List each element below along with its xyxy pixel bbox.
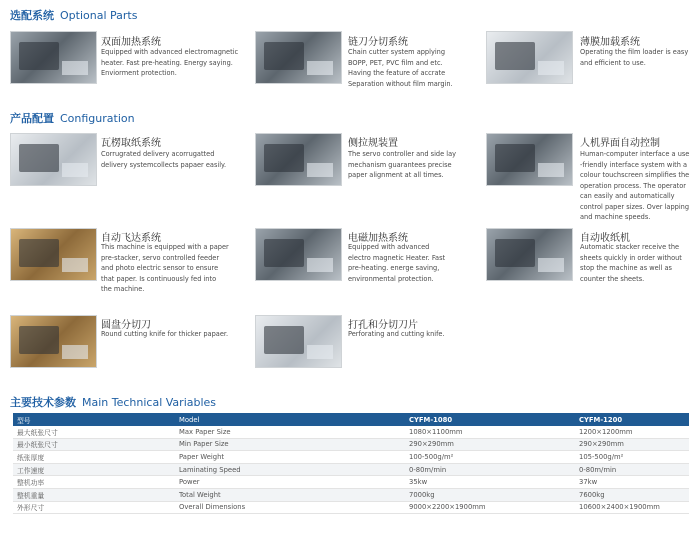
- cell-1080: 290×290mm: [405, 438, 575, 451]
- cell-cn: 整机功率: [13, 476, 175, 489]
- item-title: 打孔和分切刀片: [348, 320, 418, 331]
- cell-cn: 工作速度: [13, 463, 175, 476]
- header-cyfm-1200: CYFM-1200: [575, 413, 689, 426]
- cell-1080: 7000kg: [405, 488, 575, 501]
- electromagnetic-heating-image: [255, 228, 342, 281]
- table-row: [13, 488, 689, 501]
- round-knife-image: [10, 315, 97, 368]
- table-header-row: [13, 413, 689, 426]
- item-desc: Equipped with advanced electromagnetic heater. Fast pre-heating. Energy saying. Enviorment protection.: [101, 48, 239, 77]
- double-heating-image: [10, 31, 97, 84]
- item-title: 自动飞达系统: [101, 233, 161, 244]
- item-title: 侧拉规装置: [348, 138, 398, 149]
- cell-1200: 0-80m/min: [575, 463, 689, 476]
- item-title: 自动收纸机: [580, 233, 630, 244]
- hmi-control-image: [486, 133, 573, 186]
- header-cyfm-1080: CYFM-1080: [405, 413, 575, 426]
- item-title: 电磁加热系统: [348, 233, 408, 244]
- cell-en: Overall Dimensions: [175, 501, 405, 514]
- item-desc: Operating the film loader is easy and efficient to use.: [580, 48, 689, 67]
- auto-feeder-image: [10, 228, 97, 281]
- table-row: [13, 451, 689, 464]
- item-desc: Automatic stacker receive the sheets quickly in order without stop the machine as well as counter the sheets.: [580, 243, 682, 283]
- item-desc: The servo controller and side lay mechanism guarantees precise paper alignment at all times.: [348, 150, 457, 179]
- tech-title-cn: 主要技术参数: [10, 396, 76, 409]
- cell-cn: 整机重量: [13, 488, 175, 501]
- cell-en: Laminating Speed: [175, 463, 405, 476]
- auto-stacker-image: [486, 228, 573, 281]
- item-desc: This machine is equipped with a paper pre-stacker, servo controlled feeder and photo electric sensor to ensure that paper. Is continuously fed into the machine.: [101, 243, 229, 293]
- item-desc: Corrugrated delivery acorrugatted delivery systemcollects papaer easily.: [101, 150, 227, 169]
- side-lay-image: [255, 133, 342, 186]
- cell-cn: 最小纸张尺寸: [13, 438, 175, 451]
- cell-cn: 外形尺寸: [13, 501, 175, 514]
- configuration-title-cn: 产品配置: [10, 112, 54, 125]
- item-title: 双面加热系统: [101, 37, 161, 48]
- optional-parts-title-en: Optional Parts: [60, 9, 138, 22]
- cell-1080: 1080×1100mm: [405, 426, 575, 438]
- header-model: Model: [175, 413, 405, 426]
- cell-1200: 290×290mm: [575, 438, 689, 451]
- cell-1080: 100-500g/m²: [405, 451, 575, 464]
- chain-cutter-image: [255, 31, 342, 84]
- table-row: [13, 501, 689, 514]
- table-row: [13, 438, 689, 451]
- cell-cn: 纸张厚度: [13, 451, 175, 464]
- cell-en: Total Weight: [175, 488, 405, 501]
- cell-en: Power: [175, 476, 405, 489]
- configuration-heading: [10, 110, 135, 126]
- item-title: 瓦楞取纸系统: [101, 138, 161, 149]
- cell-1200: 7600kg: [575, 488, 689, 501]
- cell-1080: 35kw: [405, 476, 575, 489]
- cell-1200: 10600×2400×1900mm: [575, 501, 689, 514]
- item-desc: Equipped with advanced electro magnetic Heater. Fast pre-heating. energe saving, environmental protection.: [348, 243, 446, 283]
- cell-en: Max Paper Size: [175, 426, 405, 438]
- item-desc: Chain cutter system applying BOPP, PET, PVC film and etc. Having the feature of accrate Separation without film margin.: [348, 48, 453, 88]
- tech-title-en: Main Technical Variables: [82, 396, 217, 409]
- item-title: 圆盘分切刀: [101, 320, 151, 331]
- optional-parts-title-cn: 选配系统: [10, 9, 54, 22]
- configuration-title-en: Configuration: [60, 112, 135, 125]
- table-row: [13, 463, 689, 476]
- table-row: [13, 476, 689, 489]
- cell-en: Paper Weight: [175, 451, 405, 464]
- cell-en: Min Paper Size: [175, 438, 405, 451]
- cell-1200: 1200×1200mm: [575, 426, 689, 438]
- item-desc: Perforating and cutting knife.: [348, 330, 445, 338]
- item-title: 薄膜加载系统: [580, 37, 640, 48]
- item-desc: Human-computer interface a use -friendly interface system with a colour touchscreen simplifies the operation process. The operator can easily and automatically control paper sizes. Over lapping and machine speeds.: [580, 150, 690, 221]
- item-title: 链刀分切系统: [348, 37, 408, 48]
- cell-1080: 0-80m/min: [405, 463, 575, 476]
- film-loader-image: [486, 31, 573, 84]
- cell-1200: 105-500g/m²: [575, 451, 689, 464]
- optional-parts-heading: [10, 7, 137, 23]
- item-title: 人机界面自动控制: [580, 138, 660, 149]
- cell-1200: 37kw: [575, 476, 689, 489]
- perforating-knife-image: [255, 315, 342, 368]
- header-model-cn: 型号: [13, 413, 175, 426]
- item-desc: Round cutting knife for thicker papaer.: [101, 330, 229, 338]
- table-row: [13, 426, 689, 438]
- spec-table: [13, 413, 689, 514]
- tech-heading: [10, 394, 216, 410]
- cell-1080: 9000×2200×1900mm: [405, 501, 575, 514]
- corrugated-delivery-image: [10, 133, 97, 186]
- cell-cn: 最大纸张尺寸: [13, 426, 175, 438]
